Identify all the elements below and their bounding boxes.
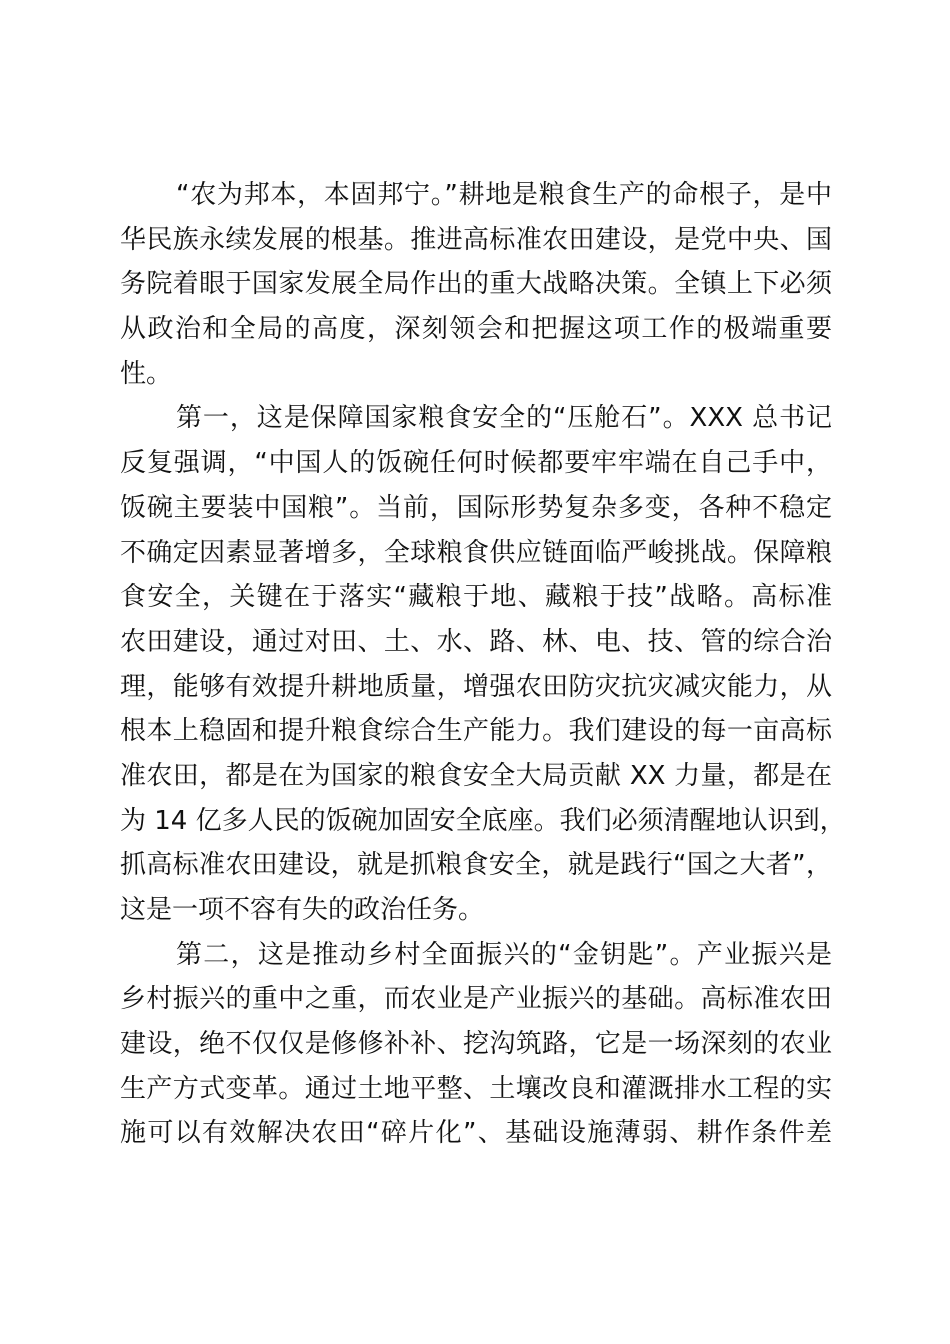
text-line: 华民族永续发展的根基。推进高标准农田建设，是党中央、国 bbox=[120, 224, 832, 255]
text-line: 施可以有效解决农田“碎片化”、基础设施薄弱、耕作条件差 bbox=[120, 1118, 832, 1149]
paragraph bbox=[120, 933, 832, 1156]
text-line: 乡村振兴的重中之重，而农业是产业振兴的基础。高标准农田 bbox=[120, 984, 832, 1015]
text-line: 第一，这是保障国家粮食安全的“压舱石”。XXX 总书记 bbox=[176, 403, 832, 434]
text-line: 生产方式变革。通过土地平整、土壤改良和灌溉排水工程的实 bbox=[120, 1073, 832, 1104]
text-line: 食安全，关键在于落实“藏粮于地、藏粮于技”战略。高标准 bbox=[120, 582, 832, 613]
paragraph bbox=[120, 396, 846, 932]
text-line: 这是一项不容有失的政治任务。 bbox=[120, 895, 485, 925]
text-line: 不确定因素显著增多，全球粮食供应链面临严峻挑战。保障粮 bbox=[120, 537, 832, 568]
text-line: 准农田，都是在为国家的粮食安全大局贡献 XX 力量，都是在 bbox=[120, 760, 832, 791]
text-line: 第二，这是推动乡村全面振兴的“金钥匙”。产业振兴是 bbox=[176, 939, 832, 970]
text-line: 理，能够有效提升耕地质量，增强农田防灾抗灾减灾能力，从 bbox=[120, 671, 832, 702]
text-line: 抓高标准农田建设，就是抓粮食安全，就是践行“国之大者”， bbox=[120, 850, 832, 881]
document-body bbox=[120, 173, 846, 1156]
text-line: 农田建设，通过对田、土、水、路、林、电、技、管的综合治 bbox=[120, 626, 832, 657]
paragraph bbox=[120, 173, 832, 396]
text-line: 从政治和全局的高度，深刻领会和把握这项工作的极端重要 bbox=[120, 314, 832, 345]
text-line: 饭碗主要装中国粮”。当前，国际形势复杂多变，各种不稳定 bbox=[120, 492, 832, 523]
text-line: 反复强调，“中国人的饭碗任何时候都要牢牢端在自己手中， bbox=[120, 448, 832, 479]
text-line: 建设，绝不仅仅是修修补补、挖沟筑路，它是一场深刻的农业 bbox=[120, 1029, 832, 1060]
text-line: 为 14 亿多人民的饭碗加固安全底座。我们必须清醒地认识到， bbox=[120, 805, 846, 836]
text-line: 根本上稳固和提升粮食综合生产能力。我们建设的每一亩高标 bbox=[120, 716, 832, 747]
text-line: “农为邦本，本固邦宁。”耕地是粮食生产的命根子，是中 bbox=[176, 180, 832, 210]
text-line: 务院着眼于国家发展全局作出的重大战略决策。全镇上下必须 bbox=[120, 269, 832, 300]
text-line: 性。 bbox=[120, 358, 173, 389]
